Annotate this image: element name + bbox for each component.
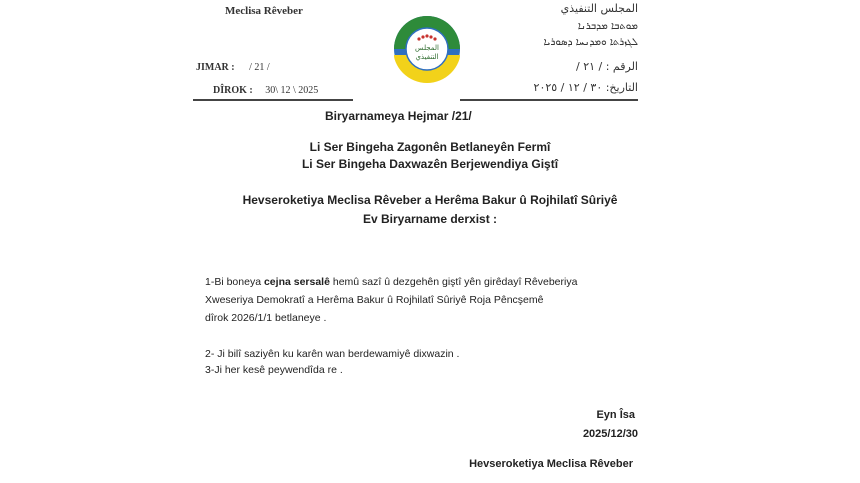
dirok-field [213,85,318,96]
item-1-line-1 [205,273,655,291]
issuer-line-2: Ev Biryarname derxist : [362,212,498,226]
signer-date: 2025/12/30 [582,428,638,440]
item-1-suffix: hemû sazî û dezgehên giştî yên girêdayî Rêveberiya [329,276,578,288]
jimar-field [196,62,270,73]
issuer-line: Hevseroketiya Meclisa Rêveber a Herêma Bakur û Rojhilatî Sûriyê [242,193,618,207]
item-3: 3-Ji her kesê peywendîda re . [205,364,343,376]
jimar-label: JIMAR : [196,62,235,73]
header-rule-right [460,99,638,101]
dirok-value: 30\ 12 \ 2025 [265,85,319,96]
header-syriac-line2: ܠܓܙܪܬܐ ܘܡܕܢܚܐ ܕܣܘܪܝܐ [543,37,638,48]
signer-title: Hevseroketiya Meclisa Rêveber [469,458,633,470]
signer-name: Eyn Îsa [596,409,635,421]
decision-heading: Biryarnameya Hejmar /21/ [325,109,472,123]
item-1-bold: cejna sersalê [263,276,330,288]
header-syriac-line1: ܡܘܬܒܐ ܡܕܒܪܢܐ [577,21,638,32]
item-1 [205,273,655,327]
arabic-date: التاريخ: ٣٠ / ١٢ / ٢٠٢٥ [533,81,638,94]
item-1-line-2: Xweseriya Demokratî a Herêma Bakur û Rojhilatî Sûriyê Roja Pêncşemê [205,294,544,306]
basis-line-2: Li Ser Bingeha Daxwazên Berjewendiya Giştî [301,157,559,171]
council-logo [393,15,461,83]
arabic-number: الرقم : / ٢١ / [576,60,638,73]
item-1-line-3: dîrok 2026/1/1 betlaneye . [205,312,327,324]
jimar-value: / 21 / [249,62,270,73]
header-rule-left [193,99,353,101]
logo-text: المجلس التنفيذي [415,44,439,61]
basis-line-1: Li Ser Bingeha Zagonên Betlaneyên Fermî [309,140,551,154]
item-2: 2- Ji bilî saziyên ku karên wan berdewamiyê dixwazin . [205,348,460,360]
item-1-prefix: 1-Bi boneya [205,276,264,288]
header-org-arabic: المجلس التنفيذي [560,2,638,15]
dirok-label: DÎROK : [213,85,253,96]
header-org-latin: Meclisa Rêveber [225,5,303,17]
